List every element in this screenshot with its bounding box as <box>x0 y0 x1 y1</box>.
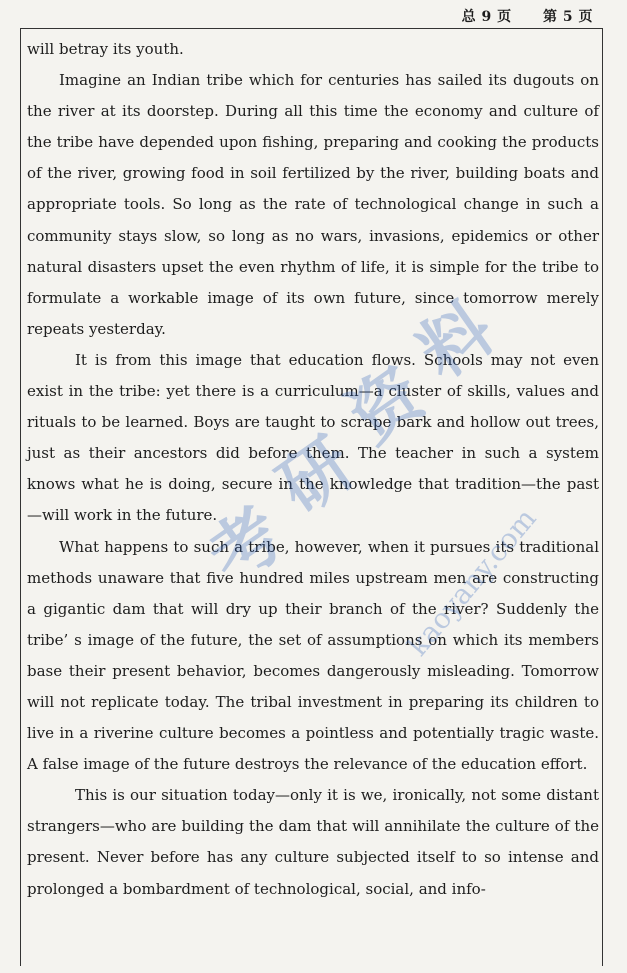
watermark-char-4: 料 <box>403 286 509 395</box>
watermark-char-1: 考 <box>193 491 299 600</box>
watermark-char-2: 研 <box>263 421 369 530</box>
paragraph-dam: What happens to such a tribe, however, when it pursues its traditional methods unaware that five hundred miles upstream men are constructing a gigantic dam that will dry up their branch of the river? Suddenly the tribe’ s image of the future, the set of assumptions on which its members base their present behavior, becomes dangerously misleading. Tomorrow will not replicate today. The tribal investment in preparing its children to live in a riverine culture becomes a pointless and potentially tragic waste. A false image of the future destroys the relevance of the education effort. <box>27 537 599 774</box>
total-pages-label: 总 9 页 <box>461 9 512 25</box>
watermark-site: kaoyany.com <box>400 502 543 663</box>
paragraph-situation: This is our situation today—only it is we, ironically, not some distant strangers—who are building the dam that will annihilate the culture of the present. Never before has any culture subjected itself to so intense and prolonged a bombardment of technological, social, and info- <box>27 786 599 898</box>
paragraph-continuation: will betray its youth. <box>27 40 184 58</box>
current-page-label: 第 5 页 <box>543 9 593 25</box>
watermark-char-3: 资 <box>333 351 439 460</box>
paragraph-indian-tribe: Imagine an Indian tribe which for centuries has sailed its dugouts on the river at its doorstep. During all this time the economy and culture of the tribe have depended upon fishing, preparing and cooking the products of the river, growing food in soil fertilized by the river, building boats and appropriate tools. So long as the rate of technological change in such a community stays slow, so long as no wars, invasions, epidemics or other natural disasters upset the even rhythm of life, it is simple for the tribe to formulate a workable image of its own future, since tomorrow merely repeats yesterday. <box>27 71 599 338</box>
page-header <box>436 6 593 26</box>
document-body <box>27 34 599 905</box>
paragraph-education: It is from this image that education flows. Schools may not even exist in the tribe: yet there is a curriculum—a cluster of skills, values and rituals to be learned. Boys are taught to scrape bark and hollow out trees, just as their ancestors did before them. The teacher in such a system knows what he is doing, secure in the knowledge that tradition—the past—will work in the future. <box>27 350 599 525</box>
